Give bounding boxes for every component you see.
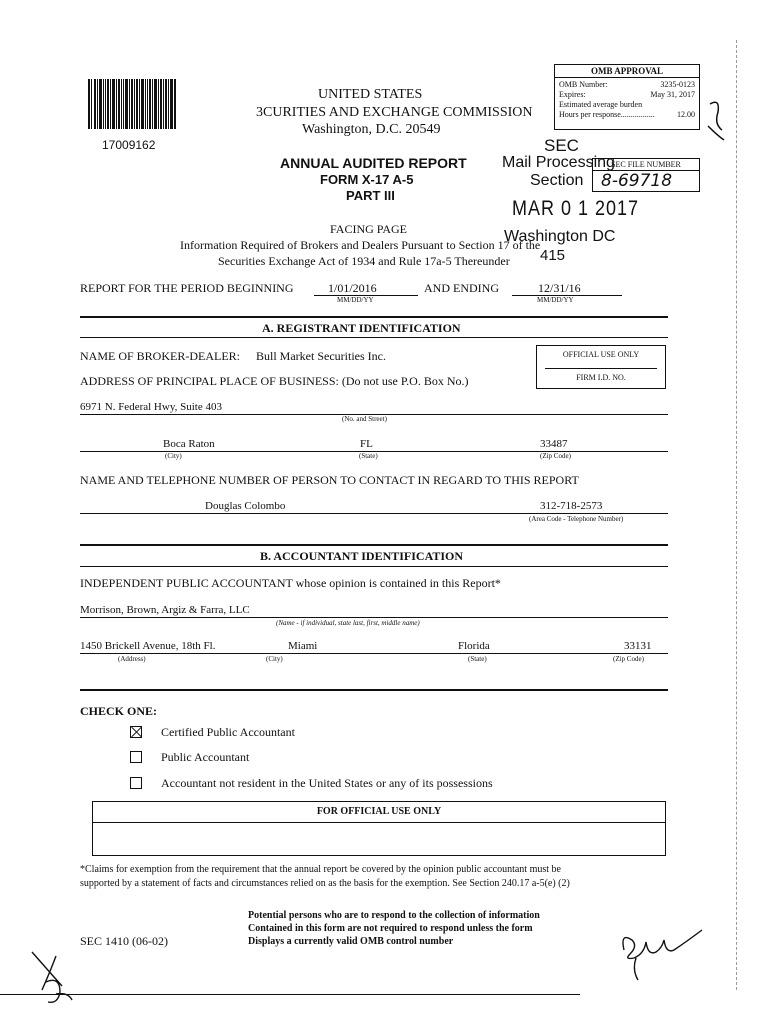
facing-line1: Information Required of Brokers and Dealers Pursuant to Section 17 of the (180, 238, 541, 252)
address-label: ADDRESS OF PRINCIPAL PLACE OF BUSINESS: (Do not use P.O. Box No.) (80, 374, 469, 388)
omb-hours-label: Hours per response................. (559, 110, 655, 119)
omb-number-label: OMB Number: (559, 80, 608, 89)
omb-number-value: 3235-0123 (660, 80, 695, 89)
barcode-number: 17009162 (102, 138, 156, 152)
check-option-label: Accountant not resident in the United States or any of its possessions (161, 776, 493, 790)
footer-notice-2: Contained in this form are not required to respond unless the form (248, 923, 533, 934)
header-line1: UNITED STATES (318, 87, 423, 102)
official-use-only-box (92, 801, 666, 856)
city-value[interactable]: Boca Raton (163, 438, 215, 450)
certified-public-accountant-checkbox[interactable] (130, 726, 142, 738)
official-use-only-title: FOR OFFICIAL USE ONLY (93, 802, 665, 823)
official-use-box (536, 345, 666, 389)
period-label: REPORT FOR THE PERIOD BEGINNING (80, 281, 294, 295)
accountant-city[interactable]: Miami (288, 640, 318, 652)
period-and-ending: AND ENDING (424, 281, 499, 295)
accountant-address[interactable]: 1450 Brickell Avenue, 18th Fl. (80, 640, 216, 652)
period-begin[interactable]: 1/01/2016 (328, 281, 377, 295)
state-value[interactable]: FL (360, 438, 373, 450)
accountant-zip[interactable]: 33131 (624, 640, 652, 652)
omb-expires-label: Expires: (559, 90, 586, 99)
sec-file-number-box (592, 158, 700, 192)
barcode-image (88, 79, 176, 129)
footer-notice-3: Displays a currently valid OMB control number (248, 936, 454, 947)
state-hint: (State) (359, 452, 378, 460)
broker-label: NAME OF BROKER-DEALER: (80, 349, 241, 363)
handwritten-initials-top-right (700, 96, 730, 146)
omb-expires-value: May 31, 2017 (650, 90, 695, 99)
public-accountant-checkbox[interactable] (130, 751, 142, 763)
footer-notice-1: Potential persons who are to respond to the collection of information (248, 910, 540, 921)
form-part: PART III (346, 188, 395, 203)
omb-title: OMB APPROVAL (555, 65, 699, 78)
stamp-code: 415 (540, 247, 566, 264)
stamp-section: Section (530, 172, 584, 189)
stamp-city: Washington DC (504, 228, 616, 245)
stamp-date: MAR 0 1 2017 (512, 195, 640, 220)
non-resident-accountant-checkbox[interactable] (130, 777, 142, 789)
omb-approval-box (554, 64, 700, 130)
phone-hint: (Area Code - Telephone Number) (529, 515, 624, 523)
header-line3: Washington, D.C. 20549 (302, 122, 441, 137)
period-end[interactable]: 12/31/16 (538, 281, 581, 295)
accountant-city-hint: (City) (266, 655, 283, 663)
period-begin-hint: MM/DD/YY (337, 296, 374, 304)
broker-name[interactable]: Bull Market Securities Inc. (256, 349, 386, 363)
sec-file-label: SEC FILE NUMBER (593, 159, 699, 171)
contact-name[interactable]: Douglas Colombo (205, 500, 286, 512)
official-use-label: OFFICIAL USE ONLY (562, 350, 640, 359)
barcode (88, 79, 176, 129)
contact-label: NAME AND TELEPHONE NUMBER OF PERSON TO CONTACT IN REGARD TO THIS REPORT (80, 473, 579, 487)
section-a-title: A. REGISTRANT IDENTIFICATION (262, 321, 461, 335)
stamp-mail-processing: Mail Processing (502, 154, 615, 171)
street-hint: (No. and Street) (342, 415, 387, 423)
header-line2: 3CURITIES AND EXCHANGE COMMISSION (256, 105, 533, 120)
footnote-line2: supported by a statement of facts and circumstances relied on as the basis for the exemption. See Section 240.17 a-5(e) (2) (80, 878, 570, 889)
report-title: ANNUAL AUDITED REPORT (280, 155, 467, 171)
accountant-firm[interactable]: Morrison, Brown, Argiz & Farra, LLC (80, 604, 250, 616)
handwritten-initials-bottom-left (26, 942, 82, 1008)
sec-form-code: SEC 1410 (06-02) (80, 934, 168, 948)
omb-burden-line: Estimated average burden (559, 100, 643, 109)
accountant-zip-hint: (Zip Code) (613, 655, 644, 663)
check-one-title: CHECK ONE: (80, 704, 158, 718)
accountant-state[interactable]: Florida (458, 640, 490, 652)
check-option-label: Certified Public Accountant (161, 725, 295, 739)
firm-id-label: FIRM I.D. NO. (576, 373, 626, 382)
street-value[interactable]: 6971 N. Federal Hwy, Suite 403 (80, 401, 222, 413)
contact-phone[interactable]: 312-718-2573 (540, 500, 603, 512)
accountant-address-hint: (Address) (118, 655, 146, 663)
section-b-title: B. ACCOUNTANT IDENTIFICATION (260, 549, 464, 563)
bottom-rule (0, 994, 580, 995)
facing-title: FACING PAGE (330, 222, 408, 236)
accountant-name-hint: (Name - if individual, state last, first, middle name) (276, 619, 420, 627)
accountant-label: INDEPENDENT PUBLIC ACCOUNTANT whose opinion is contained in this Report* (80, 576, 501, 590)
right-margin-line (736, 40, 737, 990)
city-hint: (City) (165, 452, 182, 460)
footnote-line1: *Claims for exemption from the requirement that the annual report be covered by the opinion public accountant must be (80, 864, 561, 875)
check-option-label: Public Accountant (161, 750, 250, 764)
stamp-sec: SEC (544, 136, 579, 155)
omb-hours-value: 12.00 (677, 110, 695, 119)
form-number: FORM X-17 A-5 (320, 172, 414, 187)
period-end-hint: MM/DD/YY (537, 296, 574, 304)
sec-file-value: 8-69718 (601, 171, 673, 191)
zip-value[interactable]: 33487 (540, 438, 568, 450)
accountant-state-hint: (State) (468, 655, 487, 663)
facing-line2: Securities Exchange Act of 1934 and Rule 17a-5 Thereunder (218, 254, 510, 268)
handwritten-signature-bottom-right (616, 924, 706, 984)
zip-hint: (Zip Code) (540, 452, 571, 460)
